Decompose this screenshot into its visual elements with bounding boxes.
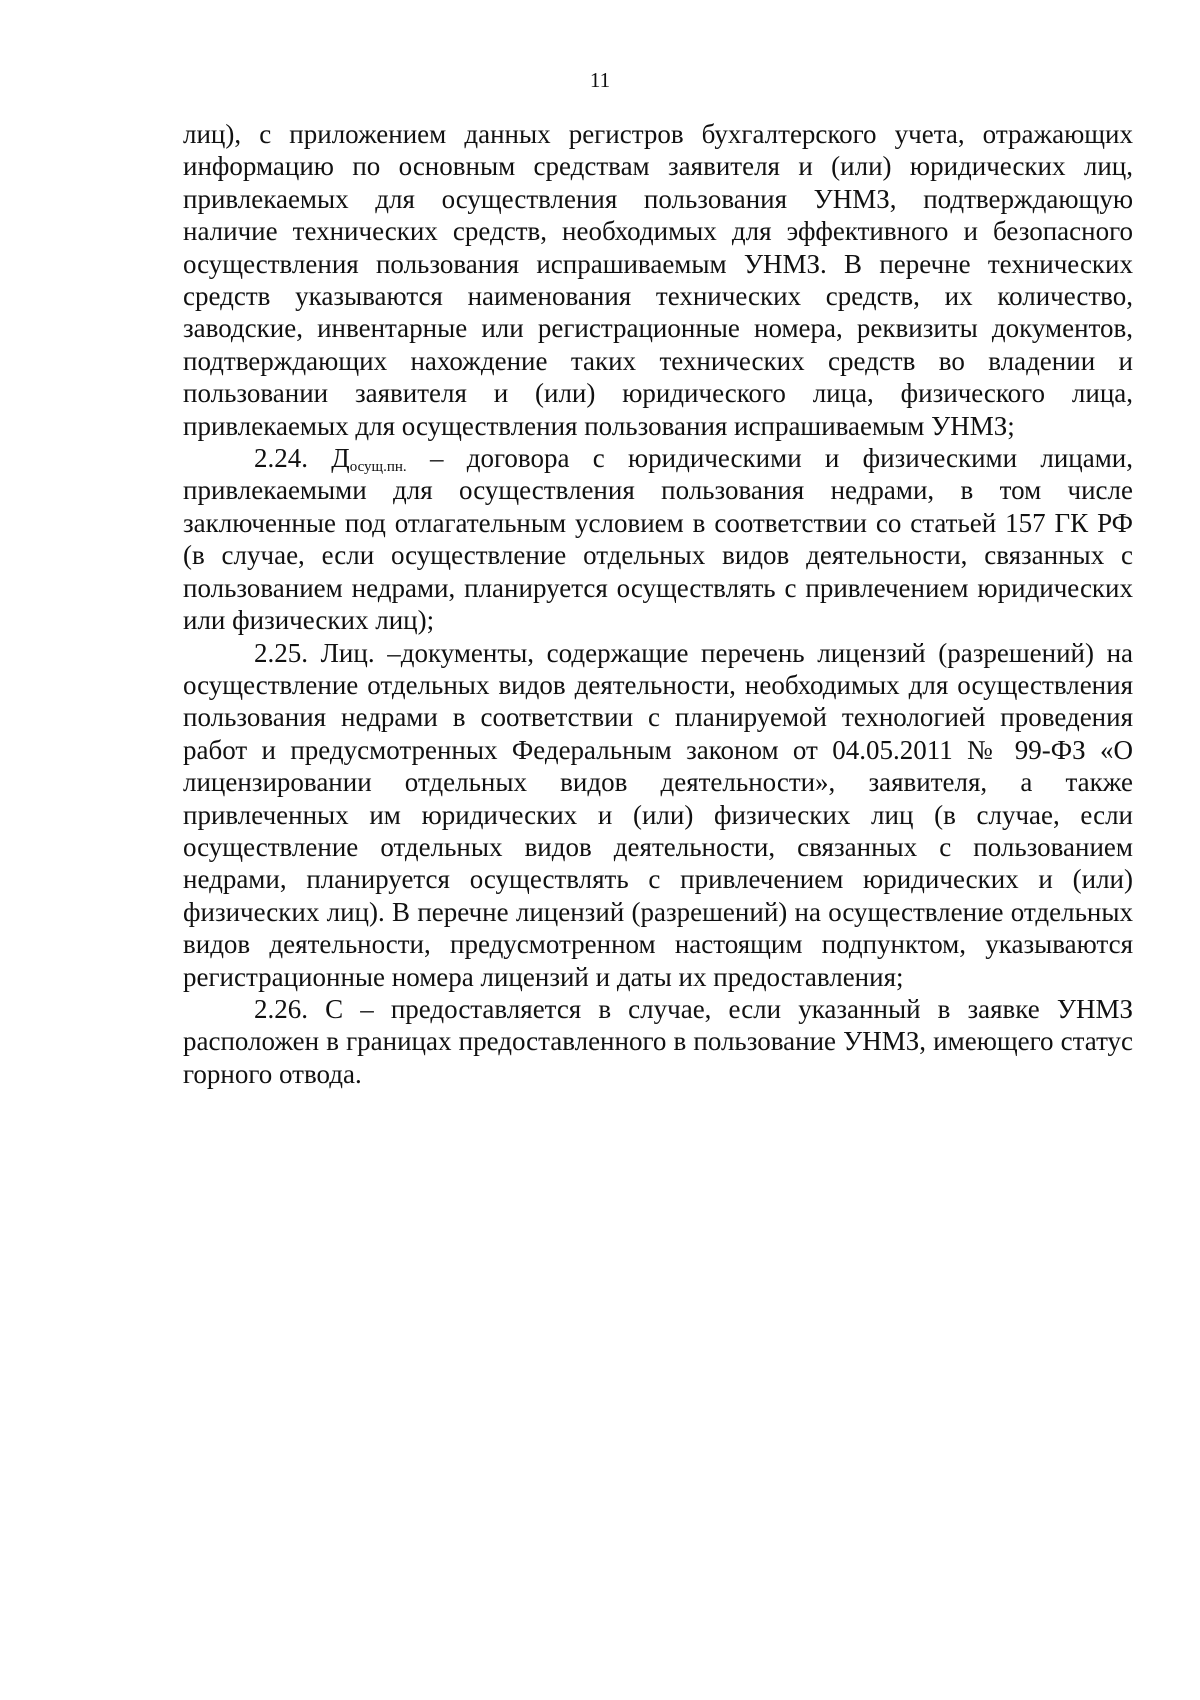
paragraph-2-26: [183, 993, 1133, 1090]
item-text: –документы, содержащие перечень лицензий (разрешений) на осуществление отдельных видов деятельности, необходимых для осуществления пользования недрами в соответствии с планируемой технологией проведения работ и предусмотренных Федеральным законом от 04.05.2011 № 99-ФЗ «О лицензировании отдельных видов деятельности», заявителя, а также привлеченных им юридических и (или) физических лиц (в случае, если осуществление отдельных видов деятельности, связанных с пользованием недрами, планируется осуществлять с привлечением юридических и (или) физических лиц). В перечне лицензий (разрешений) на осуществление отдельных видов деятельности, предусмотренном настоящим подпунктом, указываются регистрационные номера лицензий и даты их предоставления;: [183, 637, 1134, 992]
page-number: 11: [589, 68, 611, 92]
item-number: 2.26.: [254, 993, 308, 1024]
intro-paragraph: лиц), с приложением данных регистров бухгалтерского учета, отражающих информацию по основным средствам заявителя и (или) юридических лиц, привлекаемых для осуществления пользования УНМЗ, подтверждающую наличие технических средств, необходимых для эффективного и безопасного осуществления пользования испрашиваемым УНМЗ. В перечне технических средств указываются наименования технических средств, их количество, заводские, инвентарные или регистрационные номера, реквизиты документов, подтверждающих нахождение таких технических средств во владении и пользовании заявителя и (или) юридического лица, физического лица, привлекаемых для осуществления пользования испрашиваемым УНМЗ;: [183, 119, 1133, 441]
item-number: 2.24.: [254, 443, 308, 474]
item-symbol: С: [325, 993, 344, 1024]
item-number: 2.25.: [254, 637, 308, 668]
paragraph-2-24: [183, 442, 1133, 636]
item-symbol: Д: [331, 443, 350, 474]
document-body: [183, 118, 1133, 1090]
item-text: – договора с юридическими и физическими лицами, привлекаемыми для осуществления пользования недрами, в том числе заключенные под отлагательным условием в соответствии со статьей 157 ГК РФ (в случае, если осуществление отдельных видов деятельности, связанных с пользованием недрами, планируется осуществлять с привлечением юридических или физических лиц);: [183, 443, 1133, 636]
item-text: – предоставляется в случае, если указанный в заявке УНМЗ расположен в границах предоставленного в пользование УНМЗ, имеющего статус горного отвода.: [183, 993, 1133, 1089]
item-symbol-subscript: осущ.пн.: [349, 459, 407, 476]
item-symbol: Лиц.: [320, 637, 375, 668]
paragraph-2-25: [183, 637, 1133, 993]
